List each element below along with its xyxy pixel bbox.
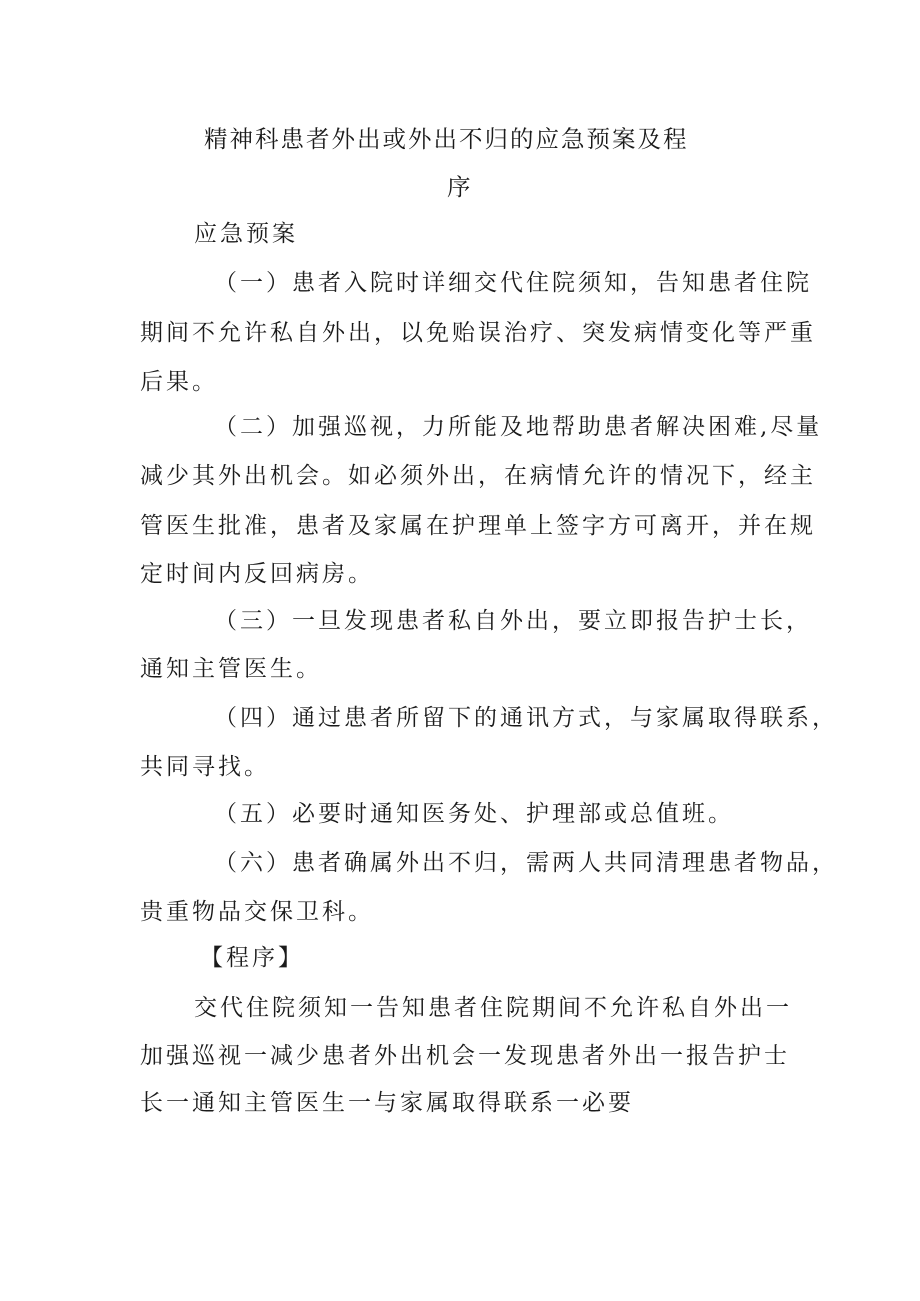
item-2-line-2: 减少其外出机会。如必须外出，在病情允许的情况下，经主 [140,463,816,489]
section-heading-plan: 应急预案 [194,221,298,247]
item-1-line-3: 后果。 [140,369,218,395]
item-4-line-1: （四）通过患者所留下的通讯方式，与家属取得联系， [214,705,838,731]
item-4-line-2: 共同寻找。 [140,754,270,780]
document-title-line-2: 序 [447,173,473,201]
procedure-line-3: 长一通知主管医生一与家属取得联系一必要 [140,1090,634,1116]
item-2-line-3: 管医生批准，患者及家属在护理单上签字方可离开，并在规 [140,513,816,539]
procedure-line-1: 交代住院须知一告知患者住院期间不允许私自外出一 [194,995,792,1021]
item-5-line-1: （五）必要时通知医务处、护理部或总值班。 [214,801,734,827]
item-2-line-4: 定时间内反回病房。 [140,561,374,587]
procedure-line-2: 加强巡视一减少患者外出机会一发现患者外出一报告护士 [140,1043,790,1069]
item-6-line-1: （六）患者确属外出不归，需两人共同清理患者物品， [214,850,838,876]
item-1-line-2: 期间不允许私自外出，以免贻误治疗、突发病情变化等严重 [140,320,816,346]
document-title-line-1: 精神科患者外出或外出不归的应急预案及程 [204,125,689,153]
item-3-line-1: （三）一旦发现患者私自外出，要立即报告护士长， [214,608,812,634]
section-heading-procedure: 【程序】 [200,945,304,971]
item-2-line-1: （二）加强巡视，力所能及地帮助患者解决困难,尽量 [214,414,823,440]
item-6-line-2: 贵重物品交保卫科。 [140,899,374,925]
item-3-line-2: 通知主管医生。 [140,656,322,682]
item-1-line-1: （一）患者入院时详细交代住院须知，告知患者住院 [214,270,812,296]
